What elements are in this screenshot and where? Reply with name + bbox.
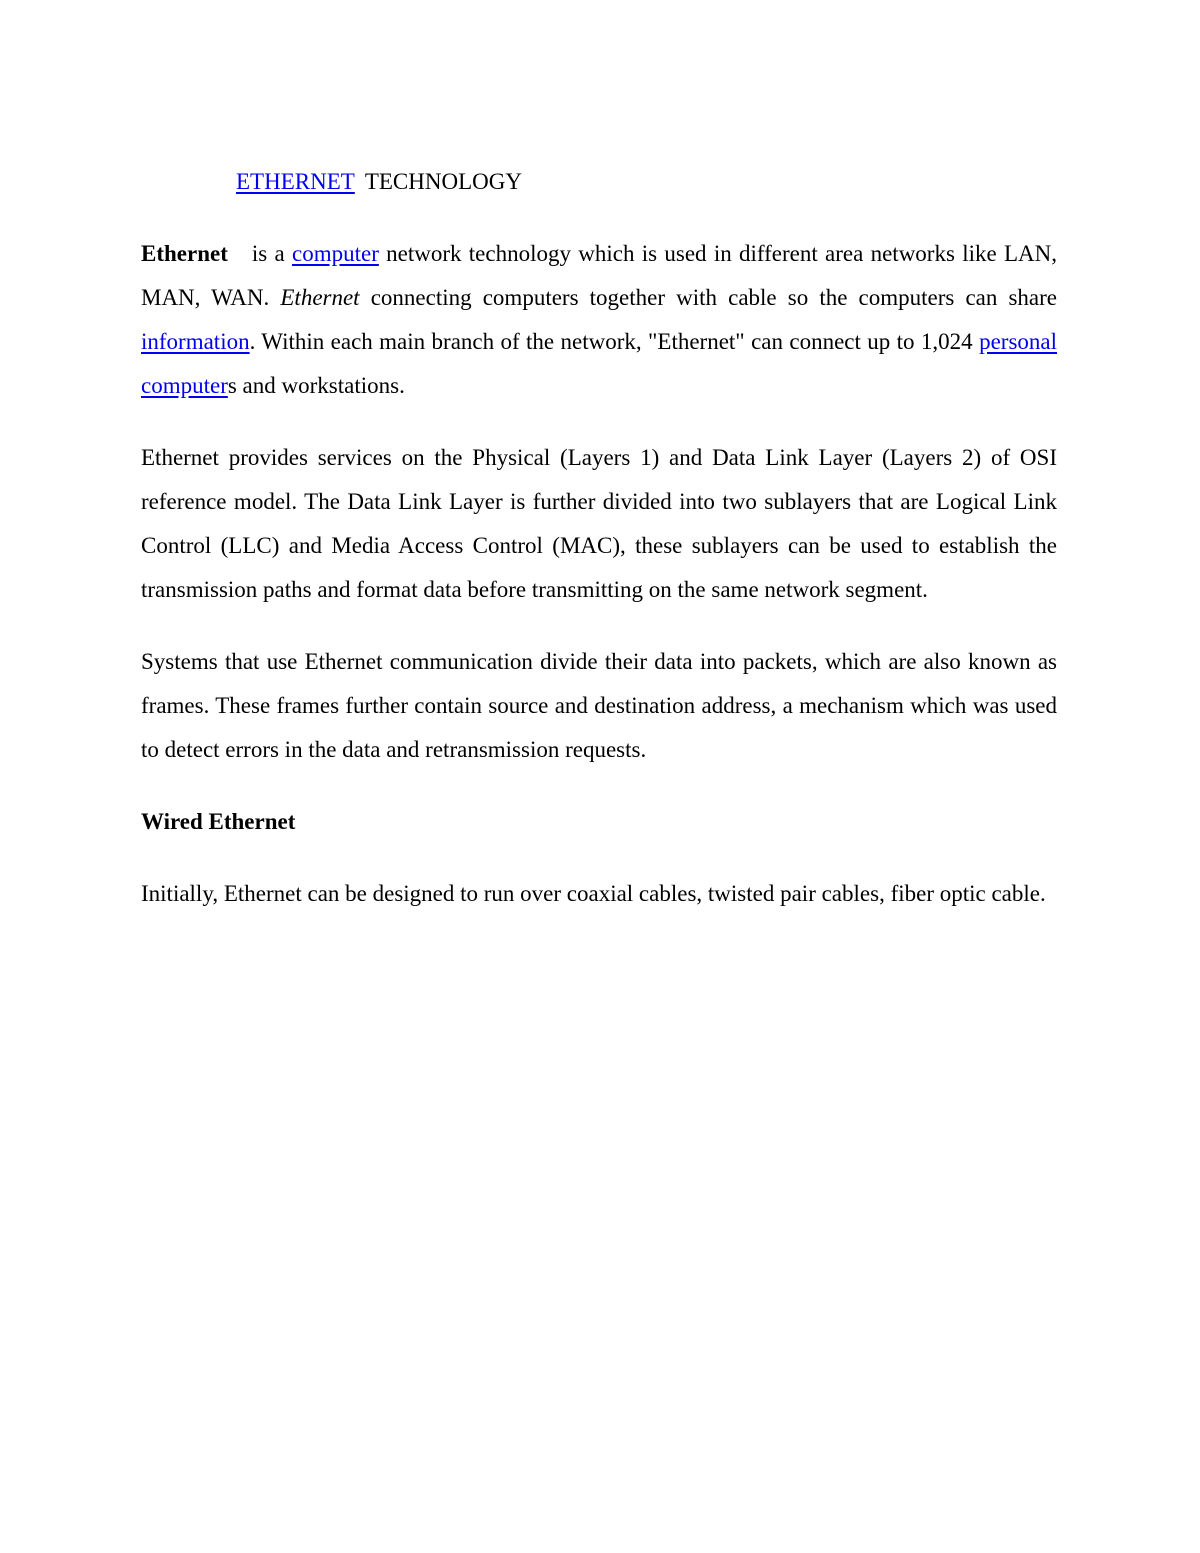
heading-wired-ethernet: Wired Ethernet <box>141 809 296 834</box>
intro-text-2: network technology which is used in different area networks like LAN, MAN, WAN. <box>141 241 1057 310</box>
paragraph-frames: Systems that use Ethernet communication divide their data into packets, which are also known as frames. These frames further contain source and destination address, a mechanism which was used to detect errors in the data and retransmission requests. <box>141 649 1057 762</box>
title-technology: TECHNOLOGY <box>364 169 522 194</box>
paragraph-intro <box>141 232 1057 408</box>
intro-text-5: s and workstations. <box>227 373 405 398</box>
document-page <box>141 160 1057 944</box>
information-link[interactable]: information <box>141 329 250 354</box>
intro-text-4: . Within each main branch of the network, "Ethernet" can connect up to 1,024 <box>249 329 973 354</box>
intro-text-3: connecting computers together with cable so the computers can share <box>370 285 1058 310</box>
personal-computer-link[interactable]: personal computer <box>141 329 1057 398</box>
intro-lead-term: Ethernet <box>141 241 228 266</box>
paragraph-cables: Initially, Ethernet can be designed to run over coaxial cables, twisted pair cables, fiber optic cable. <box>141 881 1046 906</box>
document-title <box>141 160 1057 204</box>
ethernet-title-link[interactable]: ETHERNET <box>236 169 355 194</box>
paragraph-osi-layers: Ethernet provides services on the Physical (Layers 1) and Data Link Layer (Layers 2) of OSI reference model. The Data Link Layer is further divided into two sublayers that are Logical Link Control (LLC) and Media Access Control (MAC), these sublayers can be used to establish the transmission paths and format data before transmitting on the same network segment. <box>141 445 1057 602</box>
intro-text-1: is a <box>251 241 285 266</box>
intro-italic-ethernet: Ethernet <box>280 285 360 310</box>
computer-link[interactable]: computer <box>292 241 379 266</box>
